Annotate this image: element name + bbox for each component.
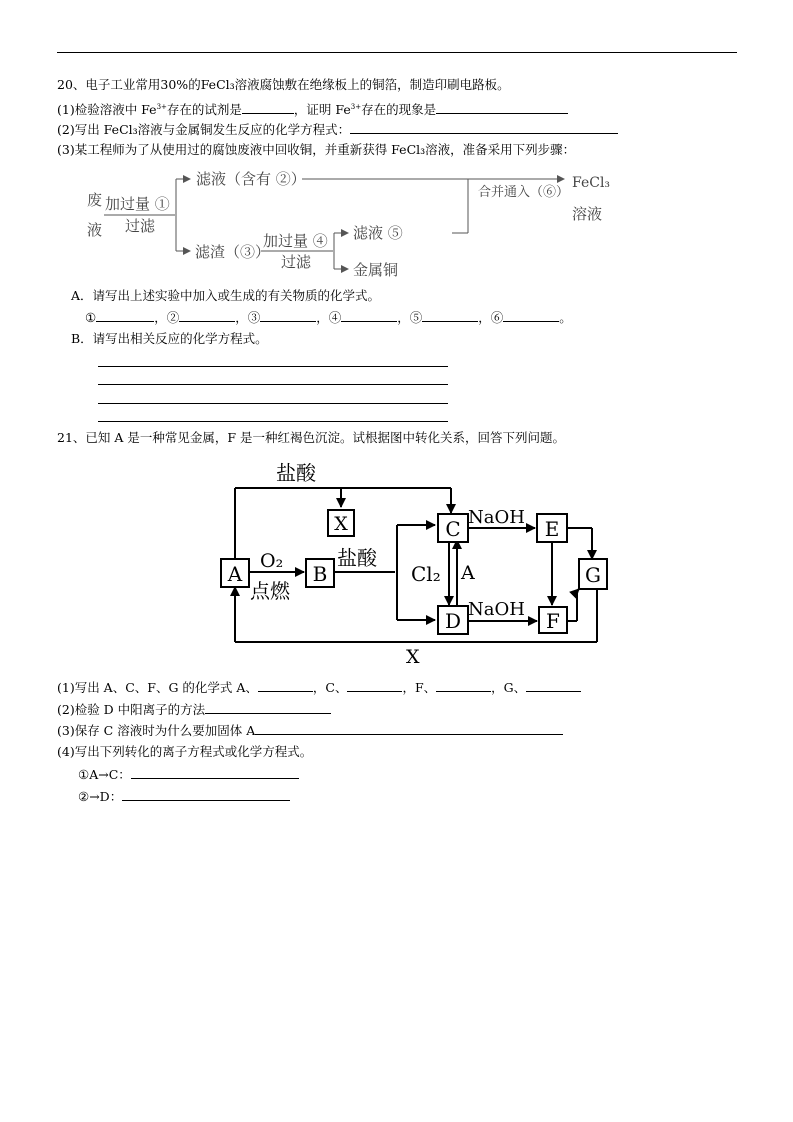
q20-blank-5[interactable]: [422, 309, 478, 322]
q21-reaction-1: [78, 766, 299, 783]
q20-part2: [57, 121, 618, 138]
q21-r1-blank[interactable]: [131, 766, 299, 779]
label-a: A: [227, 562, 243, 586]
label-x: X: [334, 513, 348, 535]
q20-p1-blank-2[interactable]: [436, 101, 568, 114]
flow-filter-1: 过滤: [125, 217, 156, 235]
label-g: G: [585, 563, 601, 587]
q20-answer-line-4[interactable]: [98, 421, 448, 422]
flow-combine: 合并通入（⑥）: [478, 185, 570, 200]
flow-solution: 溶液: [572, 205, 603, 223]
q20-p1-text-d: 存在的现象是: [361, 102, 437, 117]
label-b: B: [312, 562, 328, 586]
q21-conversion-diagram: [215, 455, 615, 670]
flow-filter-2: 过滤: [281, 253, 312, 271]
q20-stem: 20、电子工业常用30%的FeCl₃溶液腐蚀敷在绝缘板上的铜箔，制造印刷电路板。: [57, 77, 510, 92]
flow-add-filter-2: 加过量 ④: [263, 232, 328, 250]
q20-answer-line-1[interactable]: [98, 366, 448, 367]
flow-filtrate: 滤液（含有 ②）: [196, 170, 306, 188]
flow-fecl3: FeCl₃: [572, 175, 611, 191]
q20-p1-sup-2: 3+: [350, 103, 362, 111]
label-e: E: [544, 517, 560, 541]
q20-flow-diagram: [80, 165, 640, 281]
q20-part1: [57, 99, 568, 118]
label-hcl-top: 盐酸: [276, 461, 316, 485]
q21-p2-text: (2)检验 D 中阳离子的方法: [57, 702, 206, 717]
q21-part1: [57, 679, 581, 696]
q21-p1-text-g: ，G、: [491, 680, 527, 695]
q20-partA: A．请写出上述实验中加入或生成的有关物质的化学式。: [71, 288, 381, 303]
label-d: D: [444, 609, 462, 633]
q20-blank-label-1: ①: [85, 310, 97, 325]
q20-p1-sup-1: 3+: [156, 103, 167, 111]
q21-blank-g[interactable]: [526, 679, 581, 692]
q20-blank-label-6: ，⑥: [478, 310, 504, 325]
q21-p1-text-c: ，C、: [312, 680, 348, 695]
q21-r1-text: ①A→C：: [78, 767, 131, 782]
label-o2: O₂: [260, 550, 284, 572]
q20-blank-4[interactable]: [341, 309, 397, 322]
q20-answer-line-2[interactable]: [98, 384, 448, 385]
q20-partA-blanks: [85, 309, 572, 326]
q20-partB: B．请写出相关反应的化学方程式。: [71, 331, 268, 346]
q20-blank-1[interactable]: [96, 309, 154, 322]
q20-answer-line-3[interactable]: [98, 403, 448, 404]
q20-blank-6[interactable]: [503, 309, 559, 322]
label-c: C: [445, 517, 461, 541]
q21-p2-blank[interactable]: [205, 701, 331, 714]
flow-residue: 滤渣（③）: [195, 243, 271, 261]
label-hcl-mid: 盐酸: [337, 546, 377, 570]
q21-p3-blank[interactable]: [255, 722, 563, 735]
q20-blank-2[interactable]: [179, 309, 235, 322]
flow-waste-1: 废: [87, 191, 103, 209]
flow-add-filter-1: 加过量 ①: [105, 195, 170, 213]
q20-p1-text-b: 存在的试剂是: [166, 102, 242, 117]
q20-blank-label-4: ，④: [316, 310, 342, 325]
q21-part2: [57, 701, 331, 718]
q21-part4: (4)写出下列转化的离子方程式或化学方程式。: [57, 744, 313, 759]
label-x-bottom: X: [406, 646, 420, 668]
q20-p1-blank-1[interactable]: [242, 101, 294, 114]
q21-p1-text-f: ，F、: [402, 680, 437, 695]
label-a-arrow: A: [461, 562, 475, 584]
top-rule: [57, 52, 737, 53]
flow-waste-2: 液: [87, 221, 103, 239]
q21-blank-c[interactable]: [347, 679, 402, 692]
q21-r2-blank[interactable]: [122, 788, 290, 801]
q21-r2-text: ②→D：: [78, 789, 123, 804]
flow-copper: 金属铜: [353, 261, 399, 279]
q20-blank-end: 。: [559, 310, 572, 325]
q21-part3: [57, 722, 563, 739]
label-naoh-bottom: NaOH: [468, 599, 525, 620]
label-ignite: 点燃: [250, 579, 290, 603]
label-f: F: [546, 609, 560, 633]
label-naoh-top: NaOH: [468, 507, 525, 528]
q20-p1-text-a: (1)检验溶液中 Fe: [57, 102, 157, 117]
q21-blank-f[interactable]: [436, 679, 491, 692]
q20-blank-3[interactable]: [260, 309, 316, 322]
q20-p2-blank[interactable]: [350, 121, 618, 134]
q20-blank-label-2: ，②: [154, 310, 180, 325]
q20-blank-label-3: ，③: [235, 310, 261, 325]
q20-blank-label-5: ，⑤: [397, 310, 423, 325]
q21-blank-a[interactable]: [258, 679, 313, 692]
flow-filtrate-5: 滤液 ⑤: [353, 224, 403, 242]
q21-p1-text-a: (1)写出 A、C、F、G 的化学式 A、: [57, 680, 258, 695]
q21-reaction-2: [78, 788, 290, 805]
q21-p3-text: (3)保存 C 溶液时为什么要加固体 A: [57, 723, 256, 738]
q20-p1-text-c: ，证明 Fe: [293, 102, 351, 117]
q20-p2-text: (2)写出 FeCl₃溶液与金属铜发生反应的化学方程式：: [57, 122, 351, 137]
label-cl2: Cl₂: [411, 562, 441, 586]
q20-part3: (3)某工程师为了从使用过的腐蚀废液中回收铜，并重新获得 FeCl₃溶液，准备采用下列步骤：: [57, 142, 576, 157]
q21-stem: 21、已知 A 是一种常见金属，F 是一种红褐色沉淀。试根据图中转化关系，回答下列问题。: [57, 430, 566, 445]
